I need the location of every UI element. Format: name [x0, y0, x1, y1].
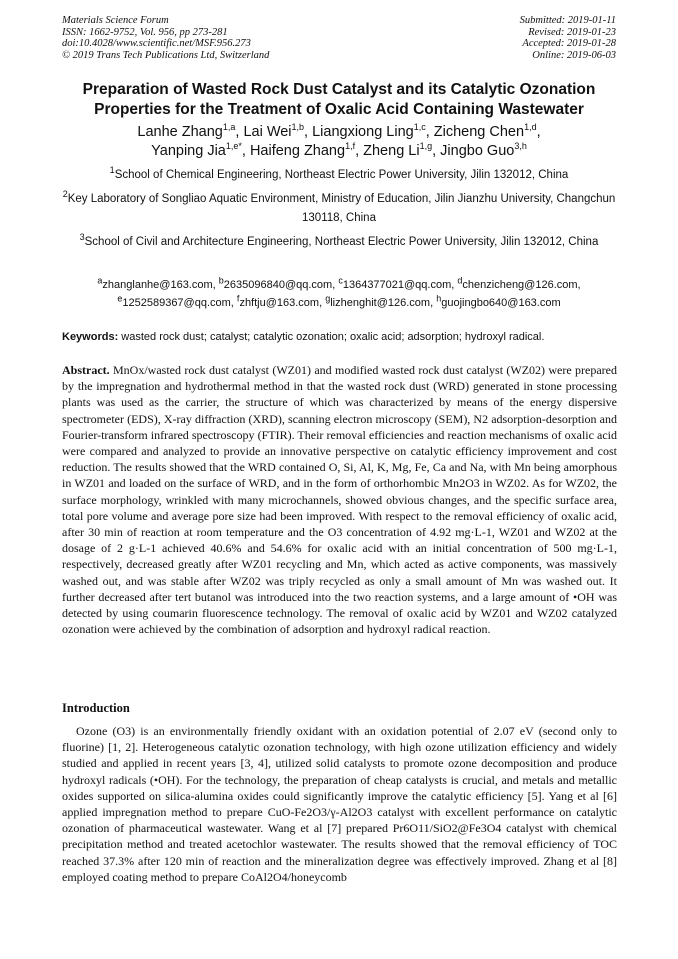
keywords-text: wasted rock dust; catalyst; catalytic ozonation; oxalic acid; adsorption; hydroxyl radical.	[118, 331, 545, 343]
email-list: $^a$zhanglanhe@163.com, $^b$2635096840@qq.com, $^c$1364377021@qq.com, $^d$chenzicheng@126.com, $^e$1252589367@qq.com, $^f$zhftju@163.com, $^g$lizhenghit@126.com, $^h$guojingbo640@163.com	[97, 275, 581, 309]
author: Lanhe Zhang$^{1,a}$	[137, 122, 236, 140]
date-accepted: Accepted: 2019-01-28	[522, 38, 616, 49]
author: Lai Wei$^{1,b}$	[243, 122, 305, 140]
journal-doi: doi:10.4028/www.scientific.net/MSF.956.273	[62, 38, 251, 49]
email: $^d$chenzicheng@126.com	[457, 275, 578, 291]
introduction-paragraph: Ozone (O3) is an environmentally friendly oxidant with an oxidation potential of 2.07 eV (second only to fluorine) [1, 2]. Heterogeneous catalytic ozonation technology, with high ozone utilization efficiency and widely studied and applied in recent years [3, 4], utilized solid catalysts to promote ozone decomposition and produce hydroxyl radicals (•OH). For the technology, the preparation of cheap catalysts is crucial, and metals and metallic oxides supported on silica-alumina oxides could significantly improve the catalytic efficiency [5]. Yang et al [6] applied impregnation method to prepare CuO-Fe2O3/γ-Al2O3 catalyst with excellent performance on catalytic ozonation of pharmaceutical wastewater. Wang et al [7] prepared Pr6O11/SiO2@Fe3O4 catalyst with chemical precipitation method and treated acetochlor wastewater. The results showed that the removal efficiency of TOC reached 37.3% after 120 min of reaction and the mineralization degree was effectively improved. Zhang et al [8] employed coating method to prepare CoAl2O4/honeycomb	[62, 724, 617, 884]
keywords	[62, 330, 618, 345]
author: Zicheng Chen$^{1,d}$	[433, 122, 537, 140]
journal-issn: ISSN: 1662-9752, Vol. 956, pp 273-281	[62, 26, 228, 38]
journal-name: Materials Science Forum	[62, 15, 169, 26]
abstract-text: MnOx/wasted rock dust catalyst (WZ01) and modified wasted rock dust catalyst (WZ02) were prepared by the impregnation and hydrothermal method in that the wasted rock dust (WRD) generated in stone processing plants was used as the carrier, the structure of which was characterized by means of the energy dispersive spectrometer (EDS), X-ray diffraction (XRD), scanning electron microscopy (SEM), N2 adsorption-desorption and Fourier-transform infrared spectroscopy (FTIR). Their removal efficiencies and reaction mechanisms of oxalic acid were compared and analyzed to provide an innovative perspective on catalytic efficiency improvement and cost reduction. The results showed that the WRD contained O, Si, Al, K, Mg, Fe, Ca and Na, with Mn being amorphous in WZ01 and loaded on the surface of WRD, and in the form of orthorhombic Mn2O3 in WZ02. As for WZ02, the surface morphology, wrinkled with many microchannels, showed obvious changes, and the specific surface area, total pore volume and average pore size had been improved. With respect to the removal efficiency of oxalic acid, after 30 min of reaction at room temperature and the O3 concentration of 4.92 mg·L-1, WZ01 and WZ02 at the dosage of 2 g·L-1 achieved 40.6% and 54.6% for oxalic acid with an initial concentration of 500 mg·L-1, respectively, decreased greatly after WZ01 recycling and Mn, which acted as active components, was massively washed out, and was stable after WZ02 was triply recycled as only a small amount of Mn was washed out. It further decreased after tert butanol was introduced into the two reaction systems, and a large amount of •OH was detected by using coumarin fluorescence technology. The removal of oxalic acid by WZ01 and WZ02 catalyzed ozonation were achieved by the combination of adsorption and hydroxyl radical reaction.	[62, 363, 617, 637]
author: Jingbo Guo$^{3,h}$	[440, 141, 527, 159]
dates-header	[520, 15, 616, 61]
affiliation: $^3$School of Civil and Architecture Engineering, Northeast Electric Power University, Jilin 132012, China	[79, 232, 599, 248]
journal-copyright: © 2019 Trans Tech Publications Ltd, Switzerland	[62, 49, 270, 61]
affiliation: $^2$Key Laboratory of Songliao Aquatic Environment, Ministry of Education, Jilin Jianzhu University, Changchun 130118, China	[62, 189, 616, 224]
email: $^g$lizhenghit@126.com	[325, 293, 431, 309]
date-revised: Revised: 2019-01-23	[528, 26, 616, 38]
date-submitted: Submitted: 2019-01-11	[519, 15, 616, 26]
author: Zheng Li$^{1,g}$	[363, 141, 433, 159]
author-list: Lanhe Zhang$^{1,a}$, Lai Wei$^{1,b}$, Liangxiong Ling$^{1,c}$, Zicheng Chen$^{1,d}$, Yanping Jia$^{1,e*}$, Haifeng Zhang$^{1,f}$, Zheng Li$^{1,g}$, Jingbo Guo$^{3,h}$	[137, 122, 541, 159]
abstract	[62, 362, 617, 637]
author: Haifeng Zhang$^{1,f}$	[249, 141, 356, 159]
journal-header	[62, 15, 269, 61]
email: $^b$2635096840@qq.com	[218, 275, 333, 291]
affiliation: $^1$School of Chemical Engineering, Northeast Electric Power University, Jilin 132012, China	[109, 165, 569, 181]
abstract-label: Abstract.	[62, 363, 110, 377]
keywords-label: Keywords:	[62, 331, 119, 343]
author: Liangxiong Ling$^{1,c}$	[312, 122, 426, 140]
email: $^h$guojingbo640@163.com	[436, 293, 561, 309]
author: Yanping Jia$^{1,e*}$	[151, 141, 242, 159]
date-online: Online: 2019-06-03	[532, 49, 616, 61]
paper-title: Preparation of Wasted Rock Dust Catalyst and its Catalytic Ozonation Properties for the Treatment of Oxalic Acid Containing Wastewater	[82, 81, 596, 118]
email: $^e$1252589367@qq.com	[117, 293, 231, 309]
email: $^f$zhftju@163.com	[236, 293, 320, 309]
email: $^a$zhanglanhe@163.com	[97, 275, 213, 291]
section-heading: Introduction	[62, 701, 130, 715]
email: $^c$1364377021@qq.com	[338, 275, 452, 291]
